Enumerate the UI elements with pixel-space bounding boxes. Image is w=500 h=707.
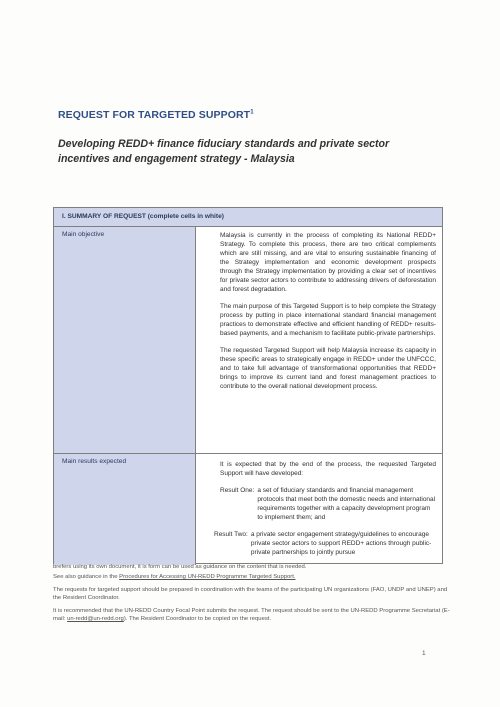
document-title — [58, 109, 254, 121]
objective-paragraph-3: The requested Targeted Support will help Malaysia increase its capacity in these specific areas to strategically engage in REDD+ under the UNFCCC, and to take full advantage of transformational opportunities that REDD+ brings to improve its current land and forest management practices to contribute to the overall national development process. — [220, 347, 436, 390]
footnote-line-4-suffix: ). The Resident Coordinator to be copied on the request. — [123, 616, 272, 622]
main-objective-cell — [196, 227, 442, 454]
main-results-label: Main results expected — [54, 454, 196, 565]
result-two-text: a private sector engagement strategy/guidelines to encourage private sector actors to support REDD+ actions through public-private partnerships to jointly pursue — [250, 531, 432, 556]
summary-table — [53, 207, 443, 564]
document-subtitle: Developing REDD+ finance fiduciary standards and private sector incentives and engagement strategy - Malaysia — [58, 138, 390, 165]
summary-section-header: I. SUMMARY OF REQUEST (complete cells in white) — [54, 208, 442, 227]
page-number: 1 — [422, 650, 426, 657]
main-results-cell — [196, 454, 442, 565]
results-intro: It is expected that by the end of the process, the requested Targeted Support will have developed: — [220, 461, 436, 477]
objective-paragraph-1: Malaysia is currently in the process of completing its National REDD+ Strategy. To complete this process, there are two critical complements which are still missing, and are vital to ensuring sustainable financing of the Strategy implementation and economic development prospects through the Strategy implementation by providing a clear set of incentives for private sector actors to contribute to addressing drivers of deforestation and forest degradation. — [220, 232, 436, 293]
footnote-line-2 — [53, 573, 453, 581]
footnote-line-2-prefix: See also guidance in the — [53, 574, 120, 580]
secretariat-email-link[interactable]: un-redd@un-redd.org — [67, 616, 124, 622]
footnotes — [53, 563, 453, 628]
result-two — [214, 530, 436, 557]
objective-paragraph-2: The main purpose of this Targeted Support is to help complete the Strategy process by putting in place international standard financial management practices to demonstrate effective and efficient handling of REDD+ results-based payments, and a mechanism to facilitate public-private partnerships. — [220, 303, 436, 337]
footnote-line-1: brefers using its own document, it is form can be used as guidance on the content that is needed. — [53, 564, 307, 570]
title-footnote-mark: 1 — [250, 109, 254, 116]
main-objective-label: Main objective — [54, 227, 196, 454]
footnote-line-3: The requests for targeted support should be prepared in coordination with the teams of the participating UN organizations (FAO, UNDP and UNEP) and the Resident Coordinator. — [53, 587, 448, 601]
result-one — [220, 486, 436, 522]
result-one-label: Result One: — [220, 487, 255, 494]
footnote-line-4-prefix: It is recommended that the UN-REDD Country Focal Point submits the request. The request should be sent to the UN-REDD Programme Secretariat (E-mail: — [53, 608, 450, 622]
result-one-text: a set of fiduciary standards and financial management protocols that meet both the domestic needs and international requirements together with a capacity development program to implement them; and — [257, 487, 436, 521]
document-title-text: REQUEST FOR TARGETED SUPPORT — [58, 109, 251, 121]
procedures-link[interactable]: Procedures for Accessing UN-REDD Programme Targeted Support. — [119, 574, 296, 580]
result-two-label: Result Two: — [214, 531, 248, 538]
footnote-line-4 — [53, 607, 453, 623]
